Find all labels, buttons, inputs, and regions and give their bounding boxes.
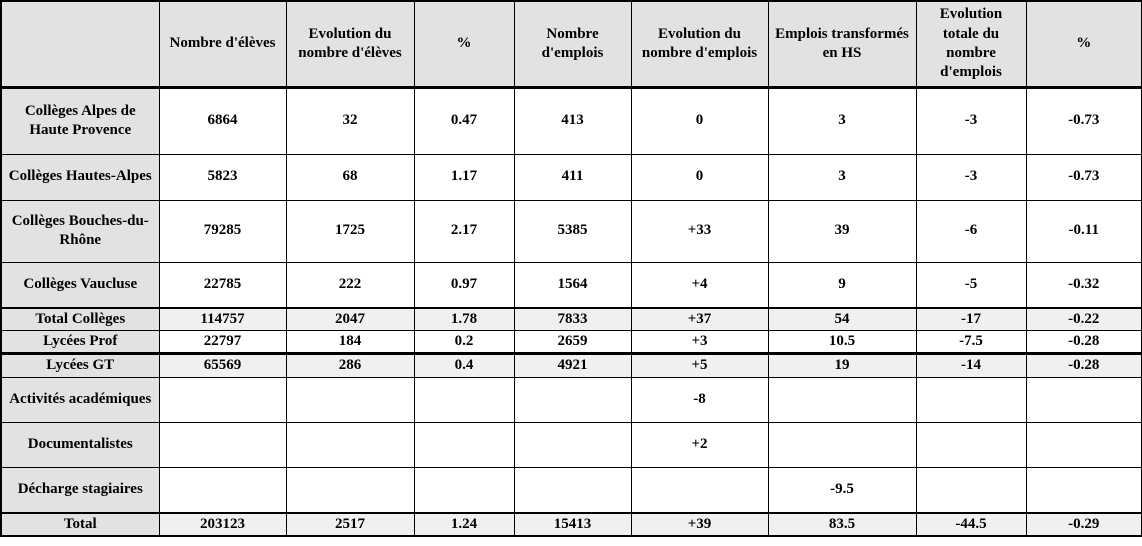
- data-cell: 203123: [159, 513, 286, 536]
- table-row: [1, 422, 1142, 467]
- data-cell: [159, 377, 286, 422]
- data-cell: 79285: [159, 200, 286, 262]
- data-cell: [286, 467, 414, 513]
- data-cell: -7.5: [916, 331, 1026, 354]
- data-cell: 6864: [159, 87, 286, 154]
- column-header-pct-eleves: %: [414, 1, 514, 87]
- data-cell: [916, 467, 1026, 513]
- data-cell: +5: [631, 354, 768, 377]
- table-row: [1, 200, 1142, 262]
- data-cell: 1.78: [414, 308, 514, 331]
- data-cell: 2517: [286, 513, 414, 536]
- data-cell: 286: [286, 354, 414, 377]
- data-cell: 0: [631, 87, 768, 154]
- data-cell: 7833: [514, 308, 631, 331]
- data-cell: -3: [916, 87, 1026, 154]
- data-cell: [414, 467, 514, 513]
- row-label: Collèges Bouches-du-Rhône: [1, 200, 159, 262]
- data-cell: +33: [631, 200, 768, 262]
- data-cell: 5823: [159, 154, 286, 200]
- data-cell: -14: [916, 354, 1026, 377]
- data-cell: -0.28: [1026, 354, 1142, 377]
- table-row: [1, 467, 1142, 513]
- data-cell: 5385: [514, 200, 631, 262]
- data-cell: -0.28: [1026, 331, 1142, 354]
- data-cell: 2047: [286, 308, 414, 331]
- data-cell: -6: [916, 200, 1026, 262]
- data-cell: 83.5: [768, 513, 916, 536]
- data-cell: -0.73: [1026, 87, 1142, 154]
- data-cell: 1725: [286, 200, 414, 262]
- data-cell: [514, 422, 631, 467]
- header-row: [1, 1, 1142, 87]
- row-label: Collèges Alpes de Haute Provence: [1, 87, 159, 154]
- data-cell: 413: [514, 87, 631, 154]
- data-cell: [286, 377, 414, 422]
- table-row-total: [1, 513, 1142, 536]
- data-cell: 2659: [514, 331, 631, 354]
- data-cell: [286, 422, 414, 467]
- data-cell: 1.24: [414, 513, 514, 536]
- data-cell: 2.17: [414, 200, 514, 262]
- row-label: Lycées GT: [1, 354, 159, 377]
- column-header-evolution-emplois: Evolution du nombre d'emplois: [631, 1, 768, 87]
- data-cell: [159, 422, 286, 467]
- table-row: [1, 87, 1142, 154]
- data-cell: [414, 377, 514, 422]
- data-cell: -0.11: [1026, 200, 1142, 262]
- table-row: [1, 354, 1142, 377]
- column-header-nombre-eleves: Nombre d'élèves: [159, 1, 286, 87]
- data-cell: 0: [631, 154, 768, 200]
- table-row: [1, 154, 1142, 200]
- data-cell: [1026, 467, 1142, 513]
- data-cell: -17: [916, 308, 1026, 331]
- data-cell: [768, 422, 916, 467]
- table-row: [1, 262, 1142, 308]
- data-cell: 114757: [159, 308, 286, 331]
- data-cell: 4921: [514, 354, 631, 377]
- data-cell: 0.2: [414, 331, 514, 354]
- column-header-nombre-emplois: Nombre d'emplois: [514, 1, 631, 87]
- data-cell: 9: [768, 262, 916, 308]
- data-cell: -0.32: [1026, 262, 1142, 308]
- row-label: Total: [1, 513, 159, 536]
- data-cell: [768, 377, 916, 422]
- column-header-empty: [1, 1, 159, 87]
- data-cell: [159, 467, 286, 513]
- data-cell: -0.29: [1026, 513, 1142, 536]
- data-cell: +39: [631, 513, 768, 536]
- data-cell: 22785: [159, 262, 286, 308]
- data-cell: 411: [514, 154, 631, 200]
- table-row: [1, 331, 1142, 354]
- data-cell: [514, 467, 631, 513]
- row-label: Collèges Vaucluse: [1, 262, 159, 308]
- data-cell: 1.17: [414, 154, 514, 200]
- data-cell: 3: [768, 87, 916, 154]
- table-row-total-colleges: [1, 308, 1142, 331]
- data-cell: 3: [768, 154, 916, 200]
- data-cell: 19: [768, 354, 916, 377]
- data-cell: 32: [286, 87, 414, 154]
- data-cell: 0.97: [414, 262, 514, 308]
- data-cell: [414, 422, 514, 467]
- row-label: Activités académiques: [1, 377, 159, 422]
- data-cell: -0.22: [1026, 308, 1142, 331]
- column-header-pct-emplois: %: [1026, 1, 1142, 87]
- column-header-evolution-eleves: Evolution du nombre d'élèves: [286, 1, 414, 87]
- column-header-evolution-totale: Evolution totale du nombre d'emplois: [916, 1, 1026, 87]
- data-cell: 0.4: [414, 354, 514, 377]
- data-cell: [1026, 422, 1142, 467]
- data-cell: 184: [286, 331, 414, 354]
- data-cell: 39: [768, 200, 916, 262]
- data-cell: [631, 467, 768, 513]
- data-cell: 1564: [514, 262, 631, 308]
- data-cell: -9.5: [768, 467, 916, 513]
- data-cell: 10.5: [768, 331, 916, 354]
- data-cell: 222: [286, 262, 414, 308]
- table-row: [1, 377, 1142, 422]
- data-cell: +4: [631, 262, 768, 308]
- data-cell: -0.73: [1026, 154, 1142, 200]
- row-label: Décharge stagiaires: [1, 467, 159, 513]
- data-cell: 15413: [514, 513, 631, 536]
- column-header-emplois-hs: Emplois transformés en HS: [768, 1, 916, 87]
- row-label: Total Collèges: [1, 308, 159, 331]
- data-cell: [514, 377, 631, 422]
- data-cell: [1026, 377, 1142, 422]
- data-cell: -5: [916, 262, 1026, 308]
- data-cell: +2: [631, 422, 768, 467]
- data-cell: 22797: [159, 331, 286, 354]
- data-cell: +37: [631, 308, 768, 331]
- data-cell: -3: [916, 154, 1026, 200]
- data-cell: 0.47: [414, 87, 514, 154]
- data-cell: [916, 377, 1026, 422]
- data-cell: 68: [286, 154, 414, 200]
- row-label: Collèges Hautes-Alpes: [1, 154, 159, 200]
- data-cell: [916, 422, 1026, 467]
- row-label: Lycées Prof: [1, 331, 159, 354]
- data-cell: 65569: [159, 354, 286, 377]
- data-cell: -8: [631, 377, 768, 422]
- data-cell: +3: [631, 331, 768, 354]
- data-cell: -44.5: [916, 513, 1026, 536]
- row-label: Documentalistes: [1, 422, 159, 467]
- data-cell: 54: [768, 308, 916, 331]
